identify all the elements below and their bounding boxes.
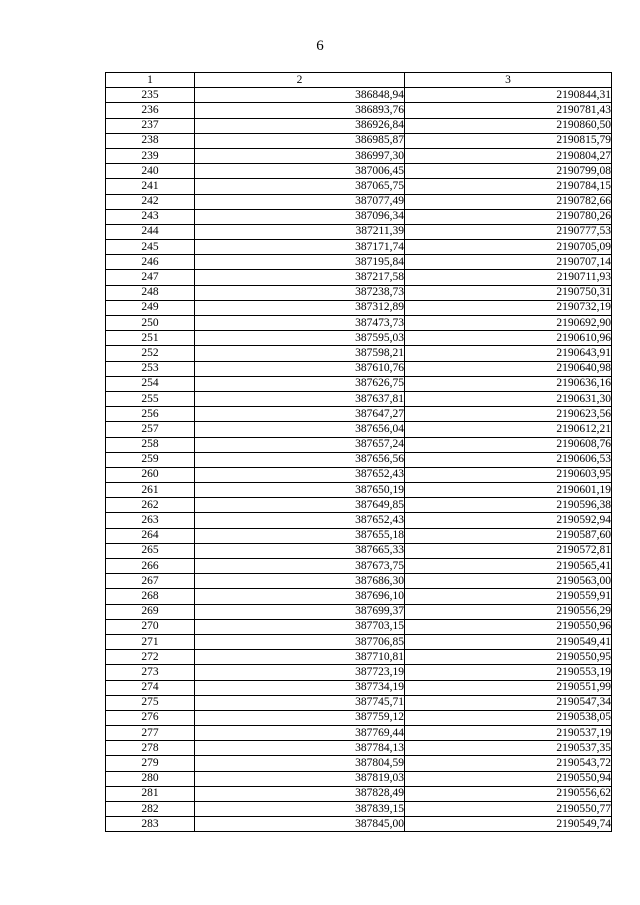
- cell-col-2: 386985,87: [195, 133, 405, 148]
- cell-col-1: 247: [106, 270, 195, 285]
- cell-col-1: 241: [106, 179, 195, 194]
- cell-col-1: 248: [106, 285, 195, 300]
- table-row: [106, 817, 612, 832]
- cell-col-3: 2190601,19: [405, 483, 612, 498]
- table-row: [106, 255, 612, 270]
- cell-col-2: 387839,15: [195, 802, 405, 817]
- cell-col-3: 2190782,66: [405, 194, 612, 209]
- cell-col-2: 387595,03: [195, 331, 405, 346]
- table-row: [106, 133, 612, 148]
- table-row: [106, 786, 612, 801]
- table-row: [106, 240, 612, 255]
- cell-col-3: 2190781,43: [405, 103, 612, 118]
- table-row: [106, 513, 612, 528]
- cell-col-2: 387723,19: [195, 665, 405, 680]
- cell-col-2: 387673,75: [195, 559, 405, 574]
- table-row: [106, 285, 612, 300]
- table-row: [106, 391, 612, 406]
- table-row: [106, 224, 612, 239]
- page-number: 6: [316, 38, 324, 54]
- cell-col-2: 387706,85: [195, 634, 405, 649]
- cell-col-1: 272: [106, 650, 195, 665]
- cell-col-1: 253: [106, 361, 195, 376]
- table-row: [106, 422, 612, 437]
- cell-col-3: 2190537,19: [405, 726, 612, 741]
- cell-col-3: 2190572,81: [405, 543, 612, 558]
- cell-col-3: 2190732,19: [405, 300, 612, 315]
- table-row: [106, 270, 612, 285]
- cell-col-2: 387745,71: [195, 695, 405, 710]
- cell-col-1: 271: [106, 634, 195, 649]
- table-row: [106, 346, 612, 361]
- cell-col-1: 275: [106, 695, 195, 710]
- table-row: [106, 300, 612, 315]
- table-row: [106, 756, 612, 771]
- cell-col-2: 387655,18: [195, 528, 405, 543]
- table-row: [106, 331, 612, 346]
- table-row: [106, 376, 612, 391]
- cell-col-3: 2190784,15: [405, 179, 612, 194]
- cell-col-3: 2190550,94: [405, 771, 612, 786]
- cell-col-1: 278: [106, 741, 195, 756]
- cell-col-1: 240: [106, 164, 195, 179]
- table-row: [106, 179, 612, 194]
- table-row: [106, 361, 612, 376]
- table-row: [106, 483, 612, 498]
- cell-col-3: 2190640,98: [405, 361, 612, 376]
- cell-col-2: 386997,30: [195, 148, 405, 163]
- table-row: [106, 528, 612, 543]
- cell-col-1: 255: [106, 391, 195, 406]
- cell-col-1: 257: [106, 422, 195, 437]
- cell-col-2: 387686,30: [195, 574, 405, 589]
- cell-col-1: 268: [106, 589, 195, 604]
- cell-col-1: 280: [106, 771, 195, 786]
- cell-col-1: 270: [106, 619, 195, 634]
- cell-col-2: 386848,94: [195, 88, 405, 103]
- table-row: [106, 103, 612, 118]
- table-row: [106, 498, 612, 513]
- cell-col-2: 387598,21: [195, 346, 405, 361]
- cell-col-1: 251: [106, 331, 195, 346]
- cell-col-3: 2190623,56: [405, 407, 612, 422]
- cell-col-3: 2190543,72: [405, 756, 612, 771]
- cell-col-1: 281: [106, 786, 195, 801]
- cell-col-2: 387656,56: [195, 452, 405, 467]
- cell-col-3: 2190631,30: [405, 391, 612, 406]
- cell-col-3: 2190563,00: [405, 574, 612, 589]
- table-row: [106, 665, 612, 680]
- cell-col-2: 387610,76: [195, 361, 405, 376]
- cell-col-1: 254: [106, 376, 195, 391]
- cell-col-3: 2190556,62: [405, 786, 612, 801]
- cell-col-3: 2190596,38: [405, 498, 612, 513]
- cell-col-1: 258: [106, 437, 195, 452]
- cell-col-1: 242: [106, 194, 195, 209]
- cell-col-2: 387710,81: [195, 650, 405, 665]
- cell-col-1: 245: [106, 240, 195, 255]
- cell-col-3: 2190551,99: [405, 680, 612, 695]
- table-row: [106, 164, 612, 179]
- cell-col-1: 236: [106, 103, 195, 118]
- cell-col-1: 235: [106, 88, 195, 103]
- cell-col-3: 2190547,34: [405, 695, 612, 710]
- cell-col-3: 2190606,53: [405, 452, 612, 467]
- cell-col-2: 387195,84: [195, 255, 405, 270]
- cell-col-2: 387804,59: [195, 756, 405, 771]
- cell-col-2: 387096,34: [195, 209, 405, 224]
- header-col-2: 2: [195, 73, 405, 88]
- cell-col-1: 267: [106, 574, 195, 589]
- cell-col-1: 279: [106, 756, 195, 771]
- cell-col-3: 2190559,91: [405, 589, 612, 604]
- table-header: [106, 73, 612, 88]
- cell-col-1: 276: [106, 710, 195, 725]
- cell-col-2: 387769,44: [195, 726, 405, 741]
- cell-col-3: 2190587,60: [405, 528, 612, 543]
- cell-col-1: 237: [106, 118, 195, 133]
- cell-col-1: 274: [106, 680, 195, 695]
- cell-col-1: 273: [106, 665, 195, 680]
- table-row: [106, 194, 612, 209]
- cell-col-2: 387703,15: [195, 619, 405, 634]
- cell-col-2: 387650,19: [195, 483, 405, 498]
- cell-col-3: 2190711,93: [405, 270, 612, 285]
- table-row: [106, 604, 612, 619]
- table-row: [106, 407, 612, 422]
- cell-col-3: 2190777,53: [405, 224, 612, 239]
- table-row: [106, 543, 612, 558]
- cell-col-3: 2190707,14: [405, 255, 612, 270]
- cell-col-3: 2190636,16: [405, 376, 612, 391]
- cell-col-3: 2190537,35: [405, 741, 612, 756]
- coordinates-table: [105, 72, 612, 832]
- header-col-3: 3: [405, 73, 612, 88]
- cell-col-1: 269: [106, 604, 195, 619]
- table-row: [106, 771, 612, 786]
- cell-col-1: 250: [106, 316, 195, 331]
- cell-col-2: 387784,13: [195, 741, 405, 756]
- table-row: [106, 88, 612, 103]
- cell-col-1: 282: [106, 802, 195, 817]
- cell-col-2: 387652,43: [195, 467, 405, 482]
- cell-col-3: 2190549,41: [405, 634, 612, 649]
- cell-col-3: 2190860,50: [405, 118, 612, 133]
- cell-col-3: 2190815,79: [405, 133, 612, 148]
- cell-col-3: 2190692,90: [405, 316, 612, 331]
- cell-col-3: 2190538,05: [405, 710, 612, 725]
- table-row: [106, 559, 612, 574]
- table-row: [106, 316, 612, 331]
- cell-col-2: 387077,49: [195, 194, 405, 209]
- cell-col-3: 2190553,19: [405, 665, 612, 680]
- table-row: [106, 726, 612, 741]
- cell-col-2: 387696,10: [195, 589, 405, 604]
- cell-col-3: 2190799,08: [405, 164, 612, 179]
- table-body: [106, 88, 612, 832]
- cell-col-2: 386893,76: [195, 103, 405, 118]
- cell-col-1: 249: [106, 300, 195, 315]
- table-row: [106, 650, 612, 665]
- cell-col-3: 2190804,27: [405, 148, 612, 163]
- cell-col-2: 387699,37: [195, 604, 405, 619]
- cell-col-1: 256: [106, 407, 195, 422]
- cell-col-1: 283: [106, 817, 195, 832]
- cell-col-2: 387647,27: [195, 407, 405, 422]
- cell-col-2: 387665,33: [195, 543, 405, 558]
- cell-col-1: 264: [106, 528, 195, 543]
- table-row: [106, 437, 612, 452]
- table-row: [106, 209, 612, 224]
- cell-col-1: 263: [106, 513, 195, 528]
- table-row: [106, 741, 612, 756]
- cell-col-3: 2190549,74: [405, 817, 612, 832]
- cell-col-1: 238: [106, 133, 195, 148]
- cell-col-3: 2190550,77: [405, 802, 612, 817]
- table-row: [106, 710, 612, 725]
- cell-col-2: 387238,73: [195, 285, 405, 300]
- cell-col-1: 265: [106, 543, 195, 558]
- table-row: [106, 148, 612, 163]
- cell-col-3: 2190610,96: [405, 331, 612, 346]
- cell-col-3: 2190750,31: [405, 285, 612, 300]
- cell-col-2: 387759,12: [195, 710, 405, 725]
- cell-col-1: 252: [106, 346, 195, 361]
- cell-col-2: 387312,89: [195, 300, 405, 315]
- cell-col-3: 2190565,41: [405, 559, 612, 574]
- table-row: [106, 619, 612, 634]
- cell-col-3: 2190705,09: [405, 240, 612, 255]
- cell-col-2: 387828,49: [195, 786, 405, 801]
- cell-col-1: 262: [106, 498, 195, 513]
- cell-col-2: 387626,75: [195, 376, 405, 391]
- cell-col-2: 387819,03: [195, 771, 405, 786]
- table-row: [106, 589, 612, 604]
- cell-col-2: 387473,73: [195, 316, 405, 331]
- cell-col-3: 2190556,29: [405, 604, 612, 619]
- cell-col-3: 2190550,95: [405, 650, 612, 665]
- cell-col-2: 387649,85: [195, 498, 405, 513]
- cell-col-3: 2190603,95: [405, 467, 612, 482]
- table-row: [106, 574, 612, 589]
- cell-col-2: 387656,04: [195, 422, 405, 437]
- cell-col-2: 387171,74: [195, 240, 405, 255]
- table-row: [106, 680, 612, 695]
- cell-col-2: 387217,58: [195, 270, 405, 285]
- table-row: [106, 467, 612, 482]
- cell-col-2: 387734,19: [195, 680, 405, 695]
- cell-col-3: 2190608,76: [405, 437, 612, 452]
- cell-col-1: 266: [106, 559, 195, 574]
- cell-col-1: 259: [106, 452, 195, 467]
- table-row: [106, 118, 612, 133]
- cell-col-2: 387652,43: [195, 513, 405, 528]
- cell-col-3: 2190612,21: [405, 422, 612, 437]
- table-row: [106, 802, 612, 817]
- cell-col-2: 387637,81: [195, 391, 405, 406]
- cell-col-1: 277: [106, 726, 195, 741]
- cell-col-3: 2190550,96: [405, 619, 612, 634]
- cell-col-3: 2190592,94: [405, 513, 612, 528]
- table-row: [106, 452, 612, 467]
- cell-col-2: 386926,84: [195, 118, 405, 133]
- cell-col-1: 261: [106, 483, 195, 498]
- cell-col-1: 243: [106, 209, 195, 224]
- cell-col-2: 387006,45: [195, 164, 405, 179]
- table-row: [106, 695, 612, 710]
- cell-col-2: 387065,75: [195, 179, 405, 194]
- cell-col-3: 2190844,31: [405, 88, 612, 103]
- cell-col-1: 260: [106, 467, 195, 482]
- cell-col-2: 387845,00: [195, 817, 405, 832]
- cell-col-2: 387657,24: [195, 437, 405, 452]
- header-row: [106, 73, 612, 88]
- header-col-1: 1: [106, 73, 195, 88]
- cell-col-1: 239: [106, 148, 195, 163]
- cell-col-1: 244: [106, 224, 195, 239]
- cell-col-3: 2190643,91: [405, 346, 612, 361]
- cell-col-3: 2190780,26: [405, 209, 612, 224]
- table-row: [106, 634, 612, 649]
- cell-col-1: 246: [106, 255, 195, 270]
- cell-col-2: 387211,39: [195, 224, 405, 239]
